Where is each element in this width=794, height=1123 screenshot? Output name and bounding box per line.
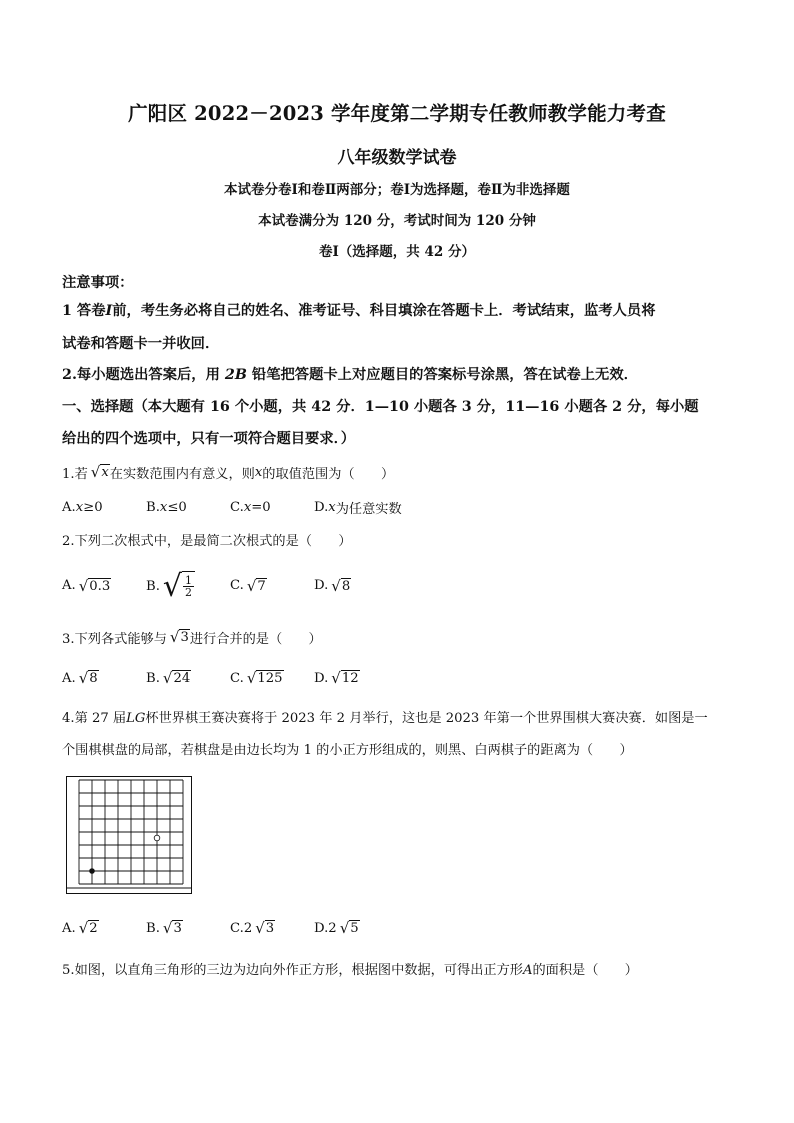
q1-text-c: 的取值范围为（ ） <box>262 467 395 482</box>
question-4-line-1: 4.第 27 届LG杯世界棋王赛决赛将于 2023 年 2 月举行，这也是 2023 年第一个世界围棋大赛决赛．如图是一 <box>62 711 708 726</box>
q2-options <box>62 566 351 606</box>
q3-option-b[interactable]: B. √ 24 <box>146 669 191 687</box>
question-3 <box>62 628 322 647</box>
q1-var: x <box>254 465 263 480</box>
q1-option-d[interactable]: D. x 为任意实数 <box>314 500 402 517</box>
q4-option-d[interactable]: D. 2 √ 5 <box>314 919 359 937</box>
black-stone <box>89 868 95 874</box>
note-1-roman: I <box>105 303 113 319</box>
sqrt-x: √ x <box>90 463 109 482</box>
q5-var: A <box>522 963 533 978</box>
exam-volume-heading: 卷Ⅰ（选择题，共 42 分） <box>318 244 475 260</box>
white-stone <box>154 835 160 841</box>
sqrt-7: √ 7 <box>246 576 266 595</box>
exam-info-parts: 本试卷分卷Ⅰ和卷Ⅱ两部分；卷Ⅰ为选择题，卷Ⅱ为非选择题 <box>224 182 570 198</box>
q3-option-a[interactable]: A. √ 8 <box>62 669 98 687</box>
q4-option-b[interactable]: B. √ 3 <box>146 919 182 937</box>
q2-option-a[interactable]: A. √ 0.3 <box>62 576 111 595</box>
question-4-line-2: 个围棋棋盘的局部，若棋盘是由边长均为 1 的小正方形组成的，则黑、白两棋子的距离为（ ） <box>62 743 633 758</box>
sqrt-8: √ 8 <box>331 576 351 595</box>
question-5: 5.如图，以直角三角形的三边为边向外作正方形，根据图中数据，可得出正方形A的面积是（ ） <box>62 963 638 978</box>
exam-title: 广阳区 2022－2023 学年度第二学期专任教师教学能力考查 <box>128 102 666 125</box>
note-1-line-1 <box>62 300 656 320</box>
note-2-text-c: 铅笔把答题卡上对应题目的答案标号涂黑，答在试卷上无效． <box>246 367 638 383</box>
q1-option-b[interactable]: B. x ≤0 <box>146 500 187 515</box>
q4-option-c[interactable]: C. 2 √ 3 <box>230 919 275 937</box>
q3-options <box>62 670 360 687</box>
question-1 <box>62 463 394 482</box>
section-heading-line-1: 一、选择题（本大题有 16 个小题，共 42 分．1—10 小题各 3 分，11—16 小题各 2 分，每小题 <box>62 399 699 415</box>
section-heading-line-2: 给出的四个选项中，只有一项符合题目要求．） <box>62 431 356 447</box>
q1-option-c[interactable]: C. x =0 <box>230 500 271 515</box>
note-2 <box>62 364 638 384</box>
q1-option-a[interactable]: A. x ≥0 <box>62 500 103 515</box>
go-board-figure <box>66 776 196 898</box>
q2-option-b[interactable]: B. √ $\frac{1}{2}$ <box>146 571 230 602</box>
q4-options <box>62 920 360 937</box>
note-1-text-c: 前，考生务必将自己的姓名、准考证号、科目填涂在答题卡上．考试结束，监考人员将 <box>112 303 656 319</box>
q1-options <box>62 498 402 517</box>
q2-option-c[interactable]: C. √ 7 <box>230 576 266 595</box>
q4-option-a[interactable]: A. √ 2 <box>62 919 98 937</box>
q4-lg: LG <box>126 711 146 726</box>
q1-text-a: 1.若 <box>62 467 88 482</box>
sqrt-x-radicand: x <box>101 465 109 481</box>
q1-text-b: 在实数范围内有意义，则 <box>109 467 255 482</box>
note-2-pencil: 2B <box>224 367 247 383</box>
notes-heading: 注意事项： <box>62 275 134 291</box>
q3-option-d[interactable]: D. √ 12 <box>314 669 359 687</box>
note-1-text-a: 1 答卷 <box>62 303 106 319</box>
q3-text-b: 进行合并的是（ ） <box>189 632 322 647</box>
board-outer-frame <box>67 777 192 894</box>
note-1-line-2: 试卷和答题卡一并收回． <box>62 336 220 352</box>
q3-text-a: 3.下列各式能够与 <box>62 632 167 647</box>
note-2-text-a: 2.每小题选出答案后，用 <box>62 367 225 383</box>
exam-subtitle: 八年级数学试卷 <box>337 148 457 168</box>
board-grid <box>79 780 183 884</box>
q2-option-d[interactable]: D. √ 8 <box>314 576 351 595</box>
exam-info-score-time: 本试卷满分为 120 分，考试时间为 120 分钟 <box>258 213 536 229</box>
sqrt-3: √ 3 <box>169 628 189 647</box>
q3-option-c[interactable]: C. √ 125 <box>230 669 283 687</box>
question-2: 2.下列二次根式中，是最简二次根式的是（ ） <box>62 534 352 549</box>
sqrt-0-3: √ 0.3 <box>78 576 111 595</box>
sqrt-one-half: √ $\frac{1}{2}$ <box>163 571 195 602</box>
